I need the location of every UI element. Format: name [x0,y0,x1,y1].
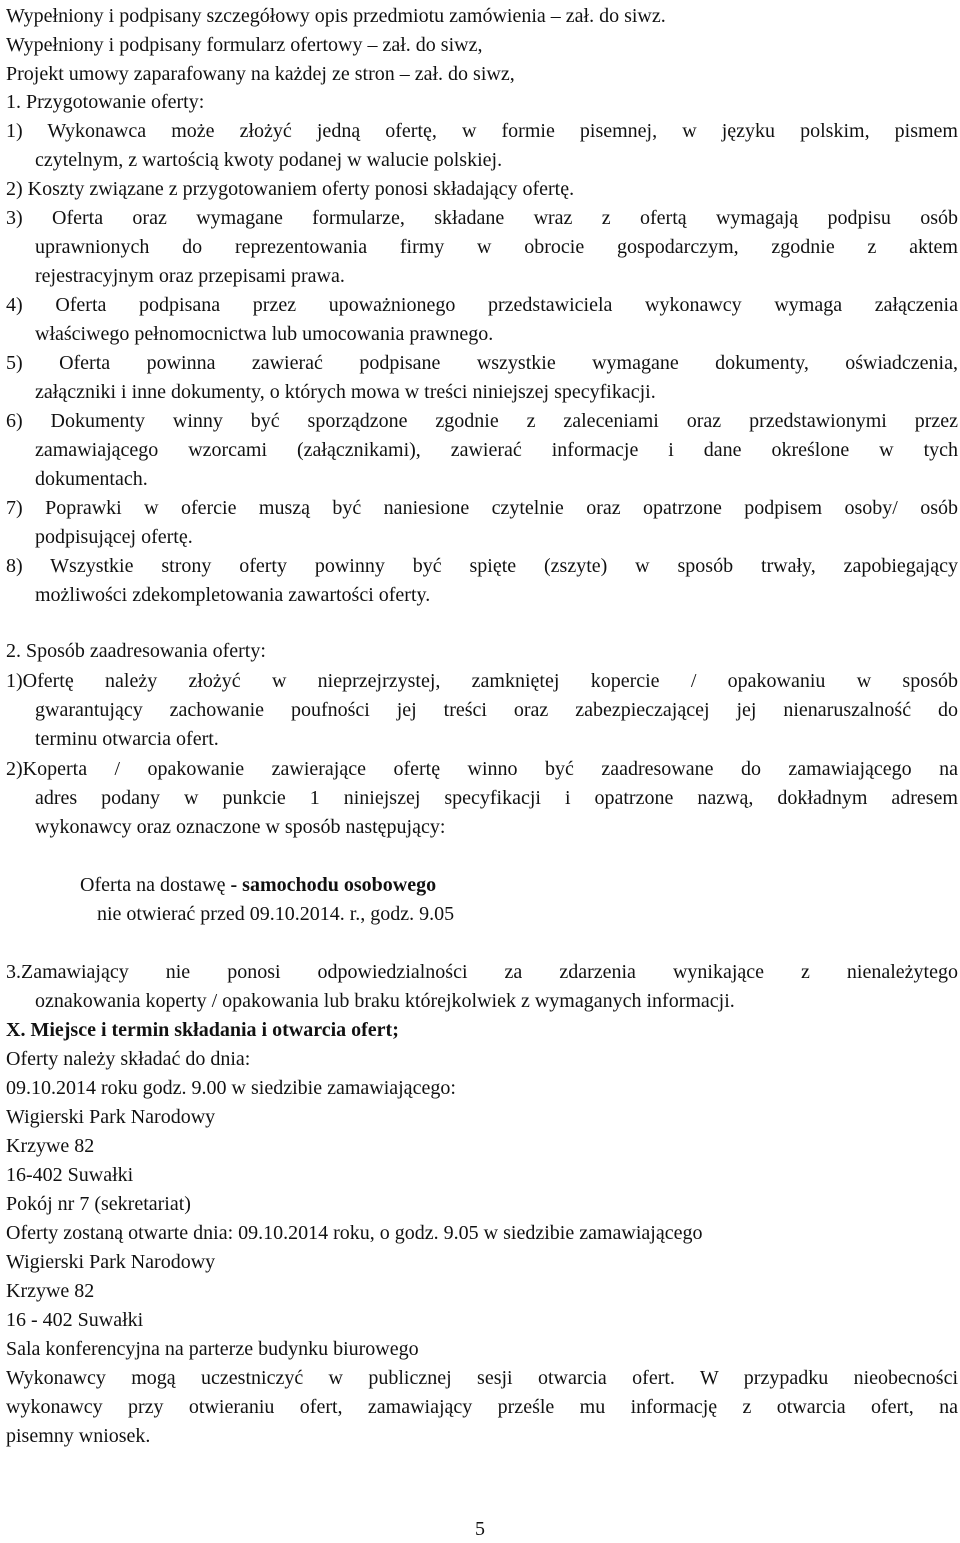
paragraph-line: czytelnym, z wartością kwoty podanej w walucie polskiej. [35,149,503,171]
envelope-label [80,871,940,900]
paragraph-line: adres podany w punkcie 1 niniejszej specyfikacji i opatrzone nazwą, dokładnym adresem [35,787,958,809]
paragraph-line: 3) Oferta oraz wymagane formularze, składane wraz z ofertą wymagają podpisu osób [6,207,958,229]
paragraph-line: terminu otwarcia ofert. [35,728,219,750]
attachment-line: Wypełniony i podpisany formularz ofertowy – zał. do siwz, [6,34,483,56]
address-line: Wigierski Park Narodowy [6,1106,216,1128]
paragraph-line: 5) Oferta powinna zawierać podpisane wszystkie wymagane dokumenty, oświadczenia, [6,352,958,374]
paragraph-line: 4) Oferta podpisana przez upoważnionego przedstawiciela wykonawcy wymaga załączenia [6,294,958,316]
paragraph-line: 6) Dokumenty winny być sporządzone zgodnie z zaleceniami oraz przedstawionymi przez [6,410,958,432]
envelope-label-subject: - samochodu osobowego [230,874,437,896]
paragraph-line: 1) Wykonawca może złożyć jedną ofertę, w formie pisemnej, w języku polskim, pismem [6,120,958,142]
text-line: 09.10.2014 roku godz. 9.00 w siedzibie zamawiającego: [6,1077,456,1099]
paragraph-line: 1)Ofertę należy złożyć w nieprzejrzystej, zamkniętej kopercie / opakowaniu w sposób [6,670,958,692]
paragraph-line: rejestracyjnym oraz przepisami prawa. [35,265,345,287]
paragraph-line: gwarantujący zachowanie poufności jej treści oraz zabezpieczającej jej nienaruszalność do [35,699,958,721]
paragraph-line: 3.Zamawiający nie ponosi odpowiedzialności za zdarzenia wynikające z nienależytego [6,961,958,983]
attachment-line: Projekt umowy zaparafowany na każdej ze stron – zał. do siwz, [6,63,515,85]
paragraph-line: właściwego pełnomocnictwa lub umocowania prawnego. [35,323,494,345]
paragraph-line: 2)Koperta / opakowanie zawierające ofertę winno być zaadresowane do zamawiającego na [6,758,958,780]
address-line: Krzywe 82 [6,1280,95,1302]
page-number: 5 [475,1518,485,1540]
section-heading: X. Miejsce i termin składania i otwarcia ofert; [6,1019,399,1041]
text-line: Oferty zostaną otwarte dnia: 09.10.2014 roku, o godz. 9.05 w siedzibie zamawiającego [6,1222,703,1244]
section-heading: 1. Przygotowanie oferty: [6,91,205,113]
address-line: Sala konferencyjna na parterze budynku biurowego [6,1338,419,1360]
paragraph-line: załączniki i inne dokumenty, o których mowa w treści niniejszej specyfikacji. [35,381,656,403]
paragraph-line: uprawnionych do reprezentowania firmy w obrocie gospodarczym, zgodnie z aktem [35,236,958,258]
paragraph-line: dokumentach. [35,468,148,490]
paragraph-line: wykonawcy oraz oznaczone w sposób następujący: [35,816,446,838]
paragraph-line: wykonawcy przy otwieraniu ofert, zamawiający prześle mu informację z otwarcia ofert, na [6,1396,958,1418]
paragraph-line: 2) Koszty związane z przygotowaniem oferty ponosi składający ofertę. [6,178,575,200]
envelope-label-text: Oferta na dostawę [80,874,231,896]
text-line: Oferty należy składać do dnia: [6,1048,251,1070]
attachment-line: Wypełniony i podpisany szczegółowy opis przedmiotu zamówienia – zał. do siwz. [6,5,666,27]
paragraph-line: podpisującej ofertę. [35,526,193,548]
envelope-do-not-open: nie otwierać przed 09.10.2014. r., godz. 9.05 [97,903,455,925]
paragraph-line: zamawiającego wzorcami (załącznikami), zawierać informacje i dane określone w tych [35,439,958,461]
address-line: Pokój nr 7 (sekretariat) [6,1193,191,1215]
address-line: 16-402 Suwałki [6,1164,134,1186]
section-heading: 2. Sposób zaadresowania oferty: [6,640,266,662]
address-line: Krzywe 82 [6,1135,95,1157]
paragraph-line: oznakowania koperty / opakowania lub braku którejkolwiek z wymaganych informacji. [35,990,735,1012]
paragraph-line: pisemny wniosek. [6,1425,151,1447]
paragraph-line: Wykonawcy mogą uczestniczyć w publicznej sesji otwarcia ofert. W przypadku nieobecności [6,1367,958,1389]
paragraph-line: 8) Wszystkie strony oferty powinny być spięte (zszyte) w sposób trwały, zapobiegający [6,555,958,577]
paragraph-line: możliwości zdekompletowania zawartości oferty. [35,584,431,606]
paragraph-line: 7) Poprawki w ofercie muszą być naniesione czytelnie oraz opatrzone podpisem osoby/ osób [6,497,958,519]
address-line: Wigierski Park Narodowy [6,1251,216,1273]
address-line: 16 - 402 Suwałki [6,1309,144,1331]
